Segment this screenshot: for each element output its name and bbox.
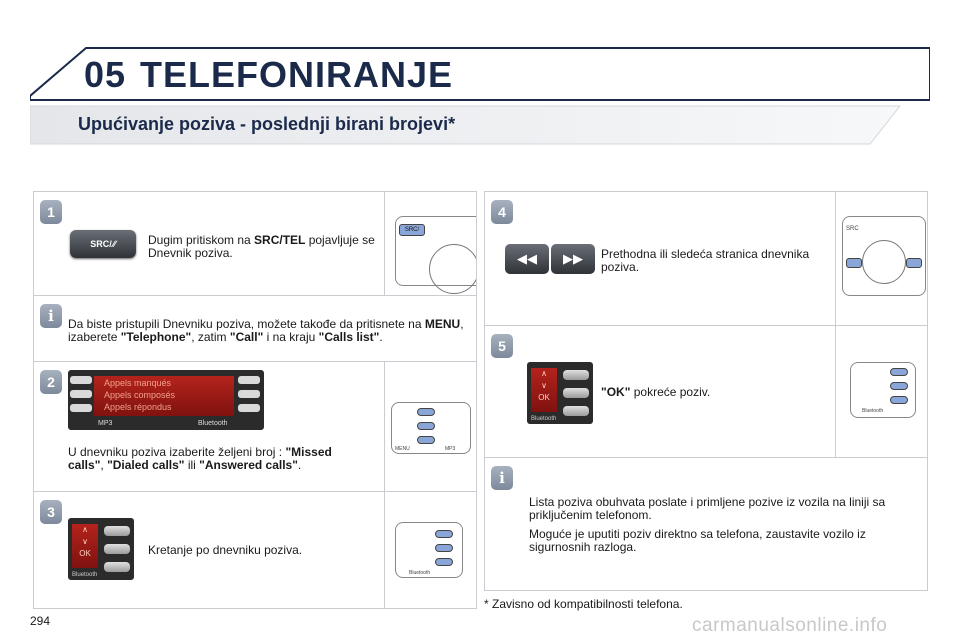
step-2-control-sketch [384, 362, 476, 492]
step-1 [34, 192, 476, 296]
footnote: * Zavisno od kompatibilnosti telefona. [484, 597, 683, 611]
step-2-t1: U dnevniku poziva izaberite željeni broj : [68, 445, 286, 459]
screen-right-key [238, 376, 260, 384]
ok-side-key [563, 370, 589, 380]
screen-line-answered: Appels répondus [104, 402, 172, 412]
sketch-key [890, 382, 908, 390]
sketch-mp3-label: MP3 [445, 446, 456, 452]
info-2-para-1: Lista poziva obuhvata poslate i primljene pozive iz vozila na liniji sa priključenim telefonom. [529, 495, 886, 522]
info-1-telephone: "Telephone" [120, 330, 192, 344]
step-5-text [601, 386, 831, 399]
step-5-ok: "OK" [601, 385, 631, 399]
screen-footer-bluetooth: Bluetooth [198, 420, 228, 427]
info-note-2 [485, 458, 927, 590]
ok-label: OK [79, 549, 91, 558]
sketch-key [417, 408, 435, 416]
step-2-text [68, 446, 368, 472]
screen-left-key [70, 390, 92, 398]
screen-right-key [238, 390, 260, 398]
ok-side-key [104, 526, 130, 536]
step-2-t3: ili [184, 458, 200, 472]
phone-handset-icon: ∕∕ [112, 239, 116, 249]
step-2-missed: "Missed calls" [68, 445, 332, 472]
sketch-key [890, 396, 908, 404]
info-badge-2: i [491, 466, 513, 490]
display-calls-menu-image [68, 370, 264, 430]
screen-left-key [70, 404, 92, 412]
step-2-dialed: "Dialed calls" [107, 458, 185, 472]
ok-display-image [68, 518, 134, 580]
info-1-text [68, 318, 468, 344]
chapter-number: 05 [84, 54, 127, 95]
sketch-key [890, 368, 908, 376]
ok-side-key [104, 562, 130, 572]
rotary-knob-sketch [862, 240, 906, 284]
sketch-bluetooth-label: Bluetooth [409, 570, 431, 576]
ok-label: OK [538, 393, 550, 402]
step-1-control-sketch [384, 192, 476, 296]
step-4-control-sketch [835, 192, 927, 326]
sketch-key [435, 530, 453, 538]
src-tel-button-image [70, 230, 136, 258]
chapter-title: TELEFONIRANJE [140, 54, 454, 95]
info-1-t1: Da biste pristupili Dnevniku poziva, možete takođe da pritisnete na [68, 317, 425, 331]
info-note-1 [34, 296, 476, 362]
sketch-key [417, 436, 435, 444]
up-arrow-icon: ∧ [541, 369, 547, 378]
seek-right-key-sketch [906, 258, 922, 268]
screen-left-key [70, 376, 92, 384]
info-1-calls-list: "Calls list" [318, 330, 380, 344]
step-5-control-sketch [835, 326, 927, 458]
screen-footer-mp3: MP3 [98, 420, 113, 427]
step-2 [34, 362, 476, 492]
sketch-menu-label: MENU [395, 446, 410, 452]
screen-line-missed: Appels manqués [104, 378, 172, 388]
seek-forward-button-image: ▶▶ [551, 244, 595, 274]
ok-screen [531, 368, 557, 412]
info-1-t5: . [379, 330, 383, 344]
step-5 [485, 326, 927, 458]
ok-footer-bluetooth: Bluetooth [531, 416, 557, 422]
page-number: 294 [30, 614, 51, 628]
info-1-menu: MENU [424, 317, 461, 331]
info-badge-1: i [40, 304, 62, 328]
watermark: carmanualsonline.info [692, 615, 888, 636]
step-3-control-sketch [384, 492, 476, 608]
step-3 [34, 492, 476, 608]
ok-side-key [563, 388, 589, 398]
screen-line-dialed: Appels composés [104, 390, 176, 400]
step-badge-3: 3 [40, 500, 62, 524]
step-1-text-post: pojavljuje se Dnevnik poziva. [148, 233, 375, 260]
ok-side-key [104, 544, 130, 554]
sketch-src-label: SRC [846, 226, 859, 232]
step-badge-5: 5 [491, 334, 513, 358]
step-1-text [148, 234, 388, 260]
src-key-sketch: SRC/ [399, 224, 425, 236]
seek-back-button-image: ◀◀ [505, 244, 549, 274]
step-2-t2: , [100, 458, 108, 472]
step-1-text-key: SRC/TEL [254, 233, 306, 247]
left-instructions-panel [33, 191, 477, 609]
step-4-text: Prethodna ili sledeća stranica dnevnika poziva. [601, 247, 810, 274]
down-arrow-icon: ∨ [82, 537, 88, 546]
seek-left-key-sketch [846, 258, 862, 268]
step-2-t4: . [297, 458, 302, 472]
src-button-label: SRC/ [90, 239, 112, 249]
step-2-answered: "Answered calls" [199, 458, 298, 472]
step-badge-2: 2 [40, 370, 62, 394]
ok-display-image [527, 362, 593, 424]
ok-side-key [563, 406, 589, 416]
ok-footer-bluetooth: Bluetooth [72, 572, 98, 578]
step-5-text-post: pokreće poziv. [630, 385, 711, 399]
step-badge-1: 1 [40, 200, 62, 224]
step-badge-4: 4 [491, 200, 513, 224]
step-3-text: Kretanje po dnevniku poziva. [148, 543, 303, 557]
info-1-t2: , izaberete [68, 317, 464, 344]
down-arrow-icon: ∨ [541, 381, 547, 390]
section-title: Upućivanje poziva - poslednji birani brojevi* [78, 114, 456, 134]
sketch-key [435, 544, 453, 552]
sketch-key [417, 422, 435, 430]
up-arrow-icon: ∧ [82, 525, 88, 534]
sketch-bluetooth-label: Bluetooth [862, 408, 884, 414]
info-1-t4: i na kraju [263, 330, 319, 344]
info-1-call: "Call" [229, 330, 264, 344]
step-1-text-pre: Dugim pritiskom na [148, 233, 255, 247]
info-2-para-2: Moguće je uputiti poziv direktno sa telefona, zaustavite vozilo iz sigurnosnih razloga. [529, 527, 866, 554]
ok-screen [72, 524, 98, 568]
info-1-t3: , zatim [191, 330, 230, 344]
right-instructions-panel [484, 191, 928, 591]
step-4 [485, 192, 927, 326]
rotary-knob-sketch [429, 244, 476, 294]
sketch-key [435, 558, 453, 566]
screen-right-key [238, 404, 260, 412]
